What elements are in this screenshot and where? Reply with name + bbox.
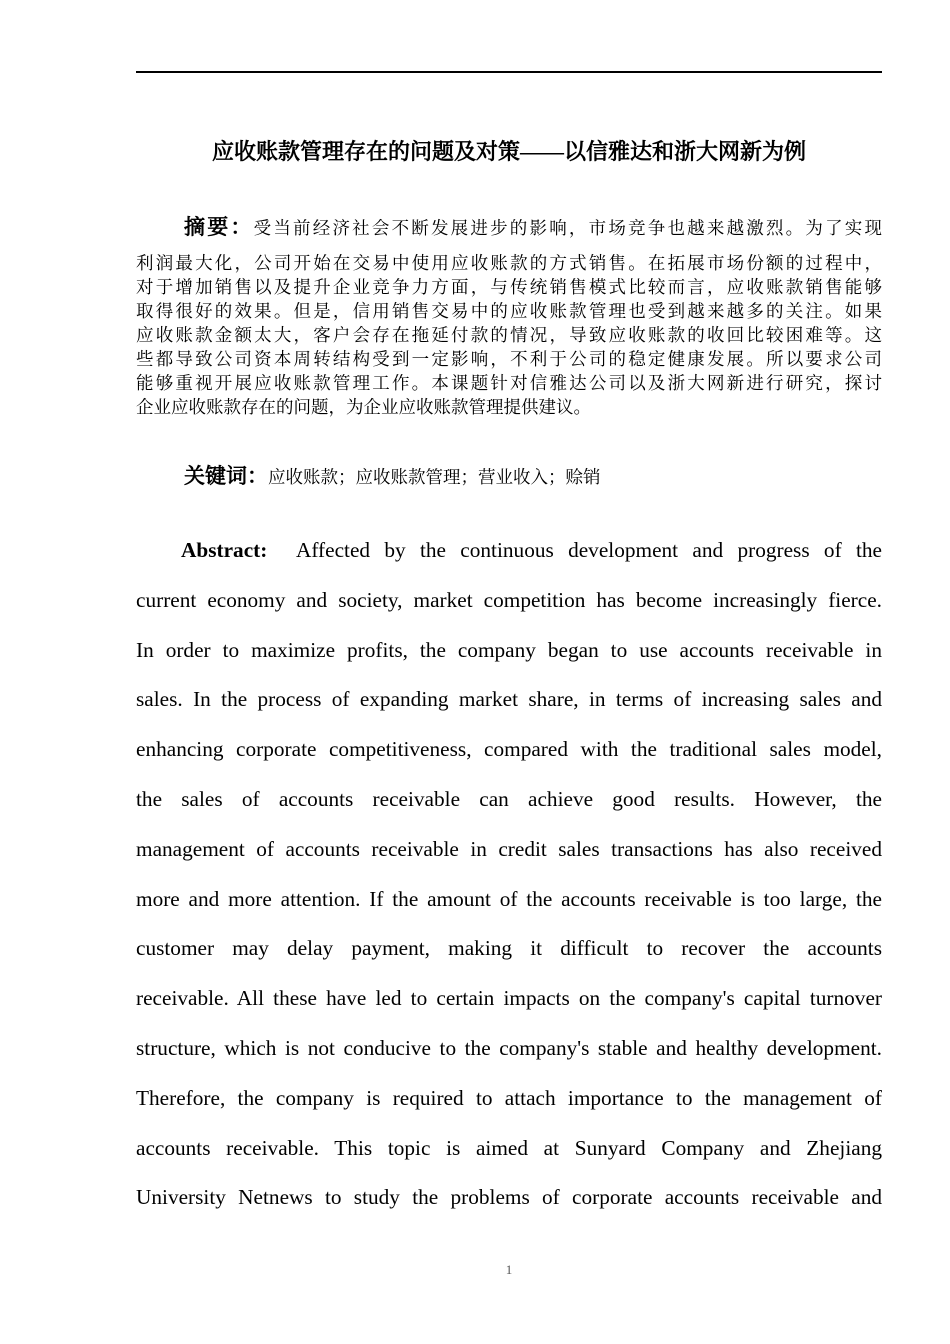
abstract-en-line: management of accounts receivable in credit sales transactions has also received	[136, 836, 882, 861]
abstract-en-line: accounts receivable. This topic is aimed at Sunyard Company and Zhejiang	[136, 1135, 882, 1160]
abstract-en-line: Therefore, the company is required to attach importance to the management of	[136, 1085, 882, 1110]
abstract-line: 企业应收账款存在的问题，为企业应收账款管理提供建议。	[136, 397, 591, 417]
abstract-line: 对于增加销售以及提升企业竞争力方面，与传统销售模式比较而言，应收账款销售能够	[136, 277, 882, 297]
abstract-en-line: sales. In the process of expanding market share, in terms of increasing sales and	[136, 687, 882, 712]
abstract-en-line: the sales of accounts receivable can achieve good results. However, the	[136, 786, 882, 811]
abstract-en-line: structure, which is not conducive to the company's stable and healthy development.	[136, 1035, 882, 1060]
abstract-en-line: University Netnews to study the problems of corporate accounts receivable and	[136, 1185, 882, 1210]
keywords-label: 关键词：	[184, 464, 268, 488]
abstract-label: 摘要：	[184, 215, 254, 239]
header-rule	[136, 71, 882, 73]
abstract-en-line: In order to maximize profits, the company began to use accounts receivable in	[136, 637, 882, 662]
page-number: 1	[505, 1262, 513, 1277]
abstract-en-line: customer may delay payment, making it difficult to recover the accounts	[136, 936, 882, 961]
abstract-en-label: Abstract:	[181, 538, 268, 562]
abstract-line: 利润最大化，公司开始在交易中使用应收账款的方式销售。在拓展市场份额的过程中，	[136, 253, 882, 273]
abstract-line: 应收账款金额太大，客户会存在拖延付款的情况，导致应收账款的收回比较困难等。这	[136, 325, 882, 345]
keywords-text: 应收账款；应收账款管理；营业收入；赊销	[268, 467, 601, 487]
abstract-en-line: enhancing corporate competitiveness, compared with the traditional sales model,	[136, 737, 882, 762]
keywords	[184, 461, 601, 492]
abstract-en-line: current economy and society, market competition has become increasingly fierce.	[136, 587, 882, 612]
chinese-abstract	[136, 214, 882, 419]
abstract-line: 取得很好的效果。但是，信用销售交易中的应收账款管理也受到越来越多的关注。如果	[136, 301, 882, 321]
abstract-line: 些都导致公司资本周转结构受到一定影响，不利于公司的稳定健康发展。所以要求公司	[136, 349, 882, 369]
abstract-en-line: Abstract: Affected by the continuous development and progress of the	[181, 538, 882, 562]
abstract-line: 摘要：受当前经济社会不断发展进步的影响，市场竞争也越来越激烈。为了实现	[184, 215, 883, 239]
abstract-line: 能够重视开展应收账款管理工作。本课题针对信雅达公司以及浙大网新进行研究，探讨	[136, 373, 882, 393]
document-title: 应收账款管理存在的问题及对策——以信雅达和浙大网新为例	[211, 139, 806, 164]
abstract-en-line: receivable. All these have led to certain impacts on the company's capital turnover	[136, 986, 882, 1011]
english-abstract	[136, 526, 882, 1223]
abstract-en-line: more and more attention. If the amount of the accounts receivable is too large, the	[136, 886, 882, 911]
